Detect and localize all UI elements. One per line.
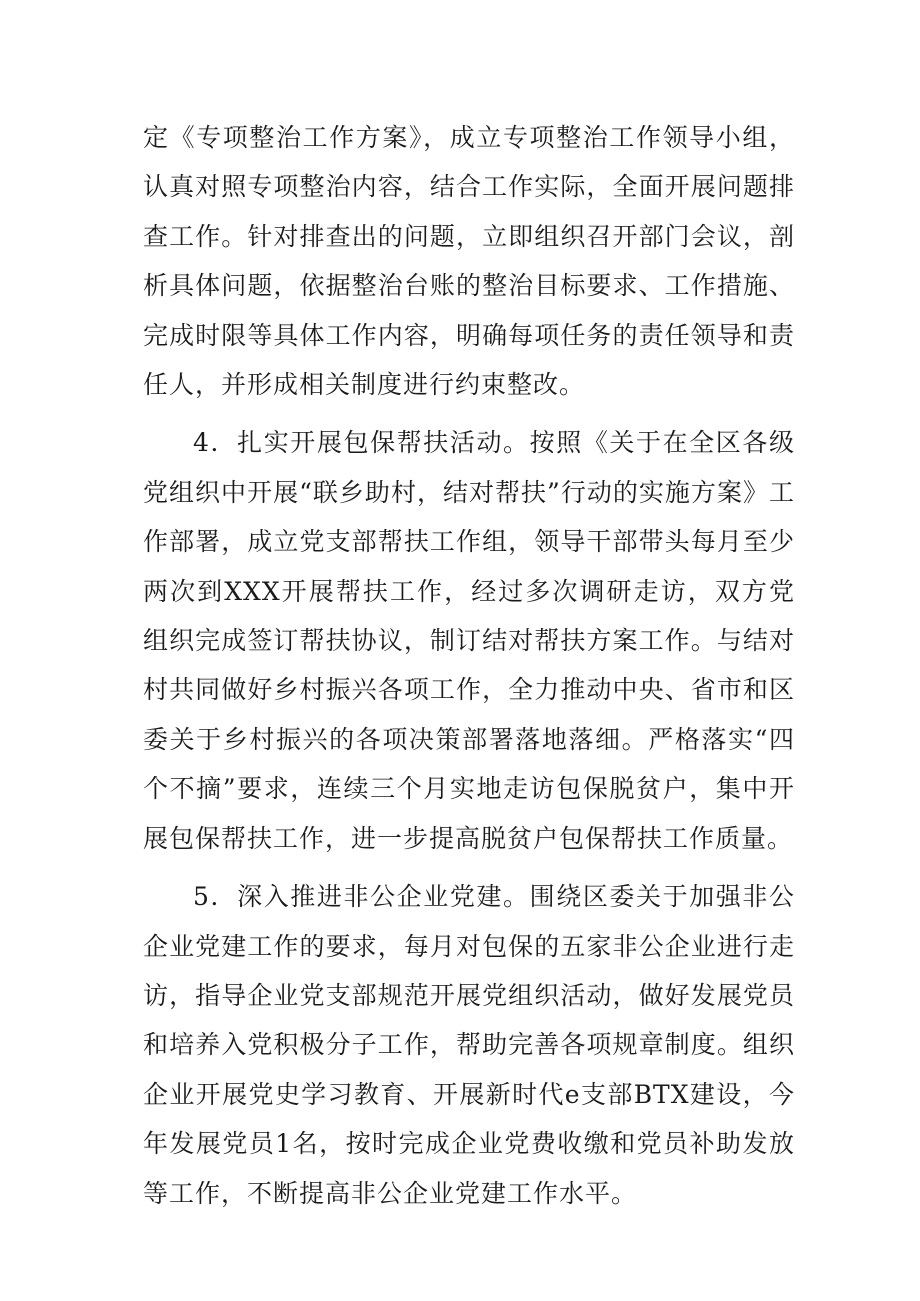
paragraph-item-5: 5．深入推进非公企业党建。围绕区委关于加强非公企业党建工作的要求，每月对包保的五家非公企业进行走访，指导企业党支部规范开展党组织活动，做好发展党员和培养入党积极分子工作，帮助完善各项规章制度。组织企业开展党史学习教育、开展新时代e支部BTX建设，今年发展党员1名，按时完成企业党费收缴和党员补助发放等工作，不断提高非公企业党建工作水平。 <box>143 882 795 1208</box>
paragraph-continuation: 定《专项整治工作方案》，成立专项整治工作领导小组，认真对照专项整治内容，结合工作实际，全面开展问题排查工作。针对排查出的问题，立即组织召开部门会议，剖析具体问题，依据整治台账的整治目标要求、工作措施、完成时限等具体工作内容，明确每项任务的责任领导和责任人，并形成相关制度进行约束整改。 <box>143 123 795 400</box>
paragraph-item-4: 4．扎实开展包保帮扶活动。按照《关于在全区各级党组织中开展“联乡助村，结对帮扶”行动的实施方案》工作部署，成立党支部帮扶工作组，领导干部带头每月至少两次到XXX开展帮扶工作，经过多次调研走访，双方党组织完成签订帮扶协议，制订结对帮扶方案工作。与结对村共同做好乡村振兴各项工作，全力推动中央、省市和区委关于乡村振兴的各项决策部署落地落细。严格落实“四个不摘”要求，连续三个月实地走访包保脱贫户，集中开展包保帮扶工作，进一步提高脱贫户包保帮扶工作质量。 <box>143 428 795 853</box>
document-body <box>143 113 795 1218</box>
